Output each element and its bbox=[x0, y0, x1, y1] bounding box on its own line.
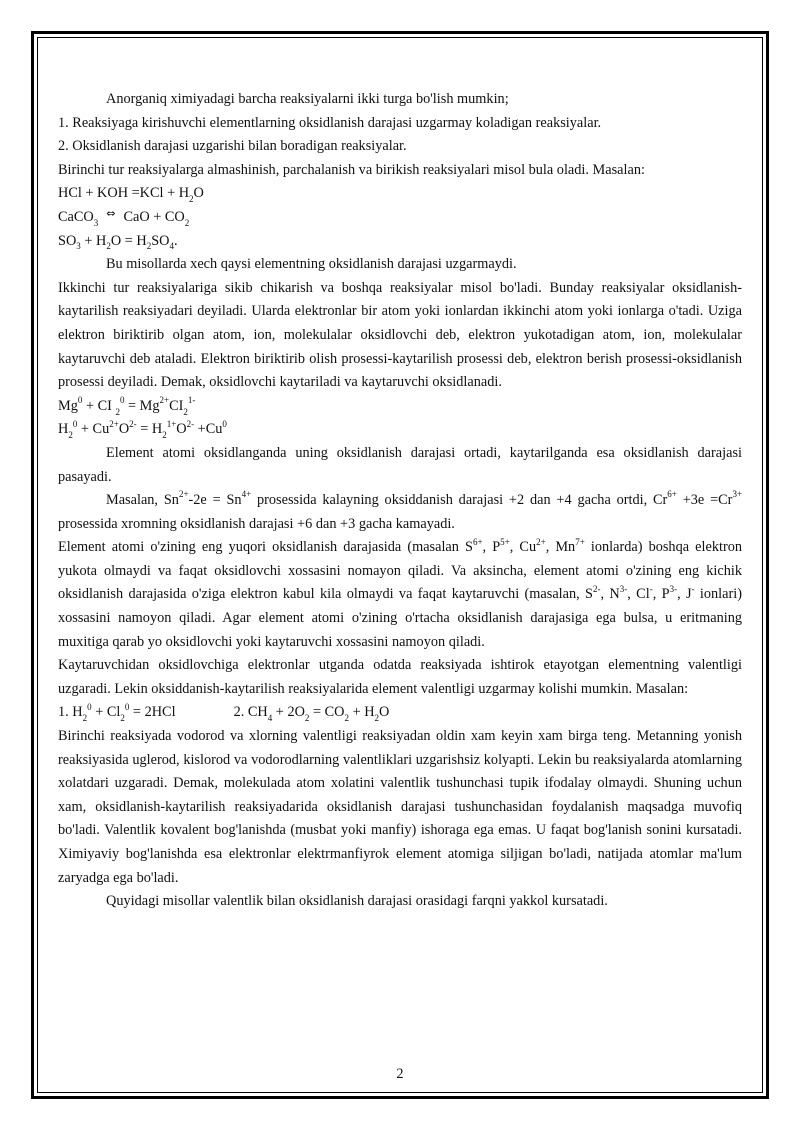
paragraph-first-type: Birinchi tur reaksiyalarga almashinish, parchalanish va birikish reaksiyalari misol bula oladi. Masalan: bbox=[58, 161, 645, 178]
paragraph-atom-oxidation: Element atomi oksidlanganda uning oksidlanish darajasi ortadi, kaytarilganda esa oksidlanish darajasi pasayadi. bbox=[58, 444, 742, 485]
equation-caco3: CaCO$_3$⇔ CaO + $CO_2$ bbox=[58, 206, 742, 230]
equilibrium-arrow-icon: ⇔ bbox=[106, 206, 116, 220]
paragraph-closing: Quyidagi misollar valentlik bilan oksidlanish darajasi orasidagi farqni yakkol kursatadi. bbox=[106, 893, 608, 910]
equation-so3: $SO_3 + H_2O = H_2SO_4$. bbox=[58, 232, 178, 252]
equation-h2-cuo: $H_2^0 + Cu^{2+}O^{2-} = H_2^{1+}O^{2-} +Cu^0$ bbox=[58, 418, 227, 441]
document-body bbox=[58, 88, 742, 914]
paragraph-sn-example: Masalan, $Sn^{2+}-2e = Sn^{4+}$ prosessida kalayning oksiddanish darajasi +2 dan +4 gacha ortdi, $Cr^{6+} +3e =Cr^{3+}$ prosessida xromning oksidlanish darajasi +6 dan +3 gacha kamayadi. bbox=[58, 489, 743, 532]
equation-hcl-koh: HCl + KOH $=KCl + H_2O$ bbox=[58, 185, 204, 205]
equation-pair: 1. $H_2^0 + Cl_2^0 = 2HCl$ 2. $CH_4 + 2O_2 = CO_2 + H_2O$ bbox=[58, 701, 390, 724]
paragraph-intro: Anorganiq ximiyadagi barcha reaksiyalarni ikki turga bo'lish mumkin; bbox=[106, 91, 509, 107]
paragraph-second-type: Ikkinchi tur reaksiyalariga sikib chikarish va boshqa reaksiyalar misol bo'ladi. Bunday reaksiyalar oksidlanish-kaytarilish reaksiyadari deyiladi. Ularda elektronlar bir atom yoki ionlardan ikkinchi atom yoki ionlarga o'tadi. Uziga elektron biriktirib olgan atom, ion, molekulalar oksidlovchi deb, elektron yukotadigan atom, ion, molekulalar kaytaruvchi deb ataladi. Elektron biriktirib olish prosessi-kaytarilish prosessi deb, elektron berish prosessi-oksidlanish prosessi deyiladi. Demak, oksidlovchi kaytariladi va kaytaruvchi oksidlanadi. bbox=[58, 279, 742, 391]
list-item-2: 2. Oksidlanish darajasi uzgarishi bilan boradigan reaksiyalar. bbox=[58, 138, 407, 155]
paragraph-highest-state: Element atomi o'zining eng yuqori oksidlanish darajasida (masalan $S^{6+}$, $P^{5+}$, $Cu^{2+}$, $Mn^{7+}$ ionlarda) boshqa elektron yukota olmaydi va faqat oksidlovchi xossasini nomayon qiladi. Va aksincha, element atomi o'zining eng kichik oksidlanish darajasida o'ziga elektron kabul kila olmaydi va faqat kaytaruvchi (masalan, $S^{2-}$, $N^{3-}$, Cl-, $P^{3-}$, J- ionlari) xossasini namoyon qiladi. Agar element atomi o'zining o'rtacha oksidlanish darajasiga ega bulsa, u eritmaning muxitiga qarab yo oksidlovchi yoki kaytaruvchi xossasini namoyon qiladi. bbox=[58, 536, 743, 650]
paragraph-valence: Kaytaruvchidan oksidlovchiga elektronlar utganda odatda reaksiyada ishtirok etayotgan elementning valentligi uzgaradi. Lekin oksiddanish-kaytarilish reaksiyalarida element valentligi uzgarmay kolishi mumkin. Masalan: bbox=[58, 657, 742, 697]
paragraph-first-reaction: Birinchi reaksiyada vodorod va xlorning valentligi reaksiyadan oldin xam keyin xam birga teng. Metanning yonish reaksiyasida uglerod, kislorod va vodorodlarning valentliklari uzgarishsiz kolyapti. Lekin bu reaksiyalarda atomlarning xolatdari uzgaradi. Demak, molekulada atom xolatini valentlik tushunchasi tupik ifodalay olmaydi. Shuning uchun xam, oksidlanish-kaytarilish reaksiyadarida oksidlanish darajasi tushunchasidan foydalanish maqsadga muvofiq bo'ladi. Valentlik kovalent bog'lanishda (musbat yoki manfiy) ishoraga ega emas. U faqat bog'lanish sonini kursatadi. Ximiyaviy bog'lanishda esa elektronlar elektrmanfiyrok element atomiga siljigan bo'ladi, natijada atomlar ma'lum zaryadga ega bo'ladi. bbox=[58, 728, 742, 886]
list-item-1: 1. Reaksiyaga kirishuvchi elementlarning oksidlanish darajasi uzgarmay koladigan reaksiyalar. bbox=[58, 114, 602, 131]
equation-mg-cl: $Mg^0$ + CI $_2^0 = Mg^{2+}CI_2^{1-}$ bbox=[58, 394, 196, 417]
paragraph-no-change: Bu misollarda xech qaysi elementning oksidlanish darajasi uzgarmaydi. bbox=[106, 256, 517, 273]
page-number: 2 bbox=[396, 1066, 404, 1082]
